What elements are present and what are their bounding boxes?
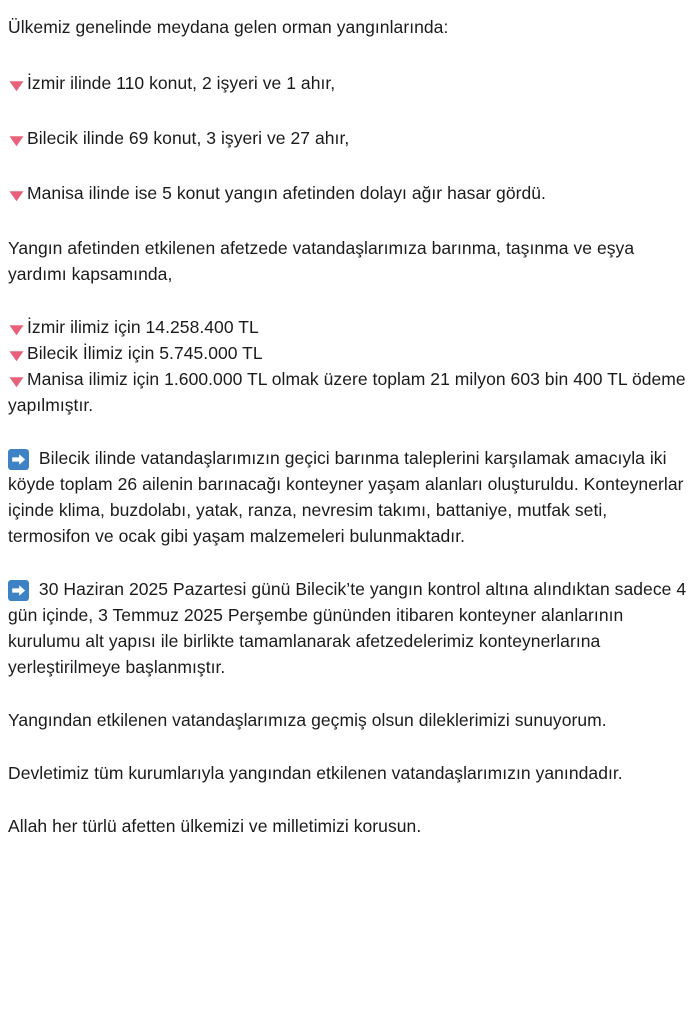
arrow-paragraph-text: 30 Haziran 2025 Pazartesi günü Bilecik’te yangın kontrol altına alındıktan sadece 4 gün içinde, 3 Temmuz 2025 Perşembe gününden itibaren konteyner alanlarının kurulumu alt yapısı ile birlikte tamamlanarak afetzedelerimiz konteynerlarına yerleştirilmeye başlanmıştır. (8, 579, 687, 677)
aid-intro-paragraph (8, 235, 690, 287)
red-down-triangle-icon (8, 321, 25, 338)
damage-bullet-bilecik (8, 125, 690, 151)
aid-intro-text: Yangın afetinden etkilenen afetzede vatandaşlarımıza barınma, taşınma ve eşya yardımı kapsamında, (8, 238, 635, 284)
red-down-triangle-icon (8, 373, 25, 390)
intro-paragraph (8, 14, 690, 40)
red-down-triangle-icon (8, 132, 25, 149)
closing-text: Devletimiz tüm kurumlarıyla yangından etkilenen vatandaşlarımızın yanındadır. (8, 763, 623, 783)
closing-text: Allah her türlü afetten ülkemizi ve milletimizi korusun. (8, 816, 422, 836)
payment-bullet-manisa (8, 366, 690, 418)
closing-paragraph-state-support (8, 760, 690, 786)
red-down-triangle-icon (8, 187, 25, 204)
closing-paragraph-wishes (8, 707, 690, 733)
payment-bullet-text: Manisa ilimiz için 1.600.000 TL olmak üzere toplam 21 milyon 603 bin 400 TL ödeme yapılmıştır. (8, 369, 686, 415)
damage-bullet-text: İzmir ilinde 110 konut, 2 işyeri ve 1 ahır, (27, 73, 336, 93)
closing-paragraph-prayer (8, 813, 690, 839)
damage-bullet-text: Bilecik ilinde 69 konut, 3 işyeri ve 27 ahır, (27, 128, 350, 148)
red-down-triangle-icon (8, 77, 25, 94)
red-down-triangle-icon (8, 347, 25, 364)
arrow-paragraph-containers (8, 445, 690, 549)
blue-right-arrow-icon (8, 580, 29, 601)
intro-text: Ülkemiz genelinde meydana gelen orman yangınlarında: (8, 17, 449, 37)
arrow-paragraph-text: Bilecik ilinde vatandaşlarımızın geçici barınma taleplerini karşılamak amacıyla iki köyde toplam 26 ailenin barınacağı konteyner yaşam alanları oluşturuldu. Konteynerlar içinde klima, buzdolabı, yatak, ranza, nevresim takımı, battaniye, mutfak seti, termosifon ve ocak gibi yaşam malzemeleri bulunmaktadır. (8, 448, 684, 546)
payment-bullet-text: İzmir ilimiz için 14.258.400 TL (27, 317, 259, 337)
payment-bullet-bilecik (8, 340, 690, 366)
damage-bullet-text: Manisa ilinde ise 5 konut yangın afetinden dolayı ağır hasar gördü. (27, 183, 546, 203)
blue-right-arrow-icon (8, 449, 29, 470)
closing-text: Yangından etkilenen vatandaşlarımıza geçmiş olsun dileklerimizi sunuyorum. (8, 710, 607, 730)
damage-bullet-manisa (8, 180, 690, 206)
arrow-paragraph-timeline (8, 576, 690, 680)
damage-bullet-izmir (8, 70, 690, 96)
payment-bullet-text: Bilecik İlimiz için 5.745.000 TL (27, 343, 263, 363)
payment-bullet-izmir (8, 314, 690, 340)
